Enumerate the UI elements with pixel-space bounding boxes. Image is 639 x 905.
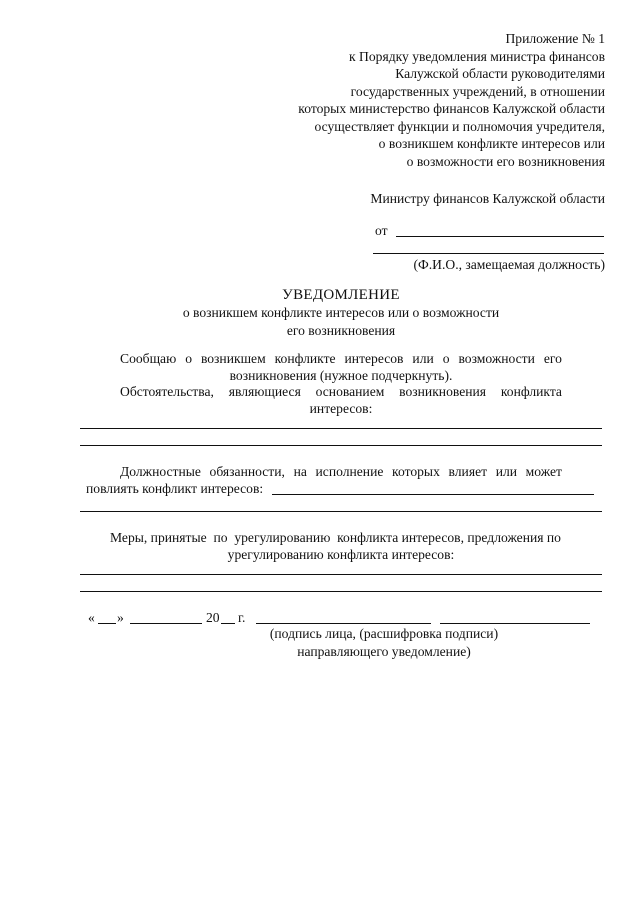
document-title bbox=[80, 287, 602, 339]
word: интересов bbox=[344, 351, 404, 366]
paragraph-1-line-1 bbox=[120, 350, 562, 368]
paragraph-3-line-2: повлиять конфликт интересов: bbox=[86, 481, 264, 496]
signature-field[interactable] bbox=[256, 623, 431, 624]
word: о bbox=[185, 351, 192, 366]
word: обязанности, bbox=[209, 464, 285, 479]
paragraph-4-line-1: Меры, принятые по урегулированию конфликта интересов, предложения по bbox=[110, 530, 561, 545]
paragraph-2-line-2: интересов: bbox=[309, 401, 373, 416]
circumstances-field[interactable] bbox=[80, 428, 602, 429]
addressee-to: Министру финансов Калужской области bbox=[370, 191, 605, 206]
date-month-field[interactable] bbox=[130, 623, 202, 624]
paragraph-3-line-1 bbox=[120, 463, 562, 481]
word: Сообщаю bbox=[120, 351, 177, 366]
word: которых bbox=[392, 464, 440, 479]
date-close-quote: » bbox=[117, 610, 124, 625]
word: возможности bbox=[458, 351, 535, 366]
title-main: УВЕДОМЛЕНИЕ bbox=[282, 287, 400, 303]
date-open-quote: « bbox=[88, 610, 95, 625]
measures-field[interactable] bbox=[80, 591, 602, 592]
signature-caption-line: направляющего уведомление) bbox=[297, 643, 471, 659]
appendix-line: Калужской области руководителями bbox=[395, 66, 605, 81]
duties-field[interactable] bbox=[80, 511, 602, 512]
word: возникновения bbox=[399, 384, 487, 399]
appendix-line: о возникшем конфликте интересов или bbox=[378, 136, 605, 151]
word: основанием bbox=[315, 384, 385, 399]
word: может bbox=[525, 464, 562, 479]
word: или bbox=[495, 464, 518, 479]
word: конфликте bbox=[274, 351, 336, 366]
signature-caption-line: (подпись лица, (расшифровка подписи) bbox=[269, 626, 499, 641]
signature-decoding-field[interactable] bbox=[440, 623, 590, 624]
word: на bbox=[293, 464, 307, 479]
addressee-from-field[interactable] bbox=[396, 236, 604, 237]
appendix-line: государственных учреждений, в отношении bbox=[350, 83, 605, 99]
word: являющиеся bbox=[228, 384, 301, 399]
word: его bbox=[543, 351, 562, 366]
paragraph-2-line-1 bbox=[120, 383, 562, 401]
date-year-field[interactable] bbox=[221, 623, 235, 624]
date-year-suffix: г. bbox=[238, 610, 246, 625]
addressee-from-label: от bbox=[375, 223, 388, 238]
paragraph-4-line-2: урегулированию конфликта интересов: bbox=[227, 547, 455, 562]
appendix-line: Приложение № 1 bbox=[505, 31, 605, 46]
word: конфликта bbox=[500, 384, 562, 399]
word: Должностные bbox=[120, 464, 201, 479]
word: о bbox=[442, 351, 450, 366]
circumstances-field[interactable] bbox=[80, 445, 602, 446]
measures-field[interactable] bbox=[80, 574, 602, 575]
appendix-line: о возможности его возникновения bbox=[406, 153, 605, 169]
word: Обстоятельства, bbox=[120, 384, 214, 399]
date-year-prefix: 20 bbox=[206, 610, 220, 625]
title-sub-line: о возникшем конфликте интересов или о возможности bbox=[182, 305, 500, 320]
word: исполнение bbox=[315, 464, 384, 479]
appendix-block bbox=[298, 30, 605, 170]
appendix-line: к Порядку уведомления министра финансов bbox=[349, 48, 605, 64]
paragraph-1-line-2: возникновения (нужное подчеркнуть). bbox=[229, 368, 453, 383]
appendix-line: которых министерство финансов Калужской области bbox=[298, 101, 605, 116]
appendix-line: осуществляет функции и полномочия учредителя, bbox=[314, 118, 605, 134]
date-day-field[interactable] bbox=[98, 623, 116, 624]
addressee-position-field[interactable] bbox=[373, 253, 604, 254]
signature-caption bbox=[260, 625, 508, 660]
word: возникшем bbox=[200, 351, 266, 366]
fio-caption: (Ф.И.О., замещаемая должность) bbox=[413, 257, 605, 272]
duties-field[interactable] bbox=[272, 494, 594, 495]
word: влияет bbox=[448, 464, 488, 479]
title-sub-line: его возникновения bbox=[286, 322, 396, 338]
word: или bbox=[412, 351, 434, 366]
